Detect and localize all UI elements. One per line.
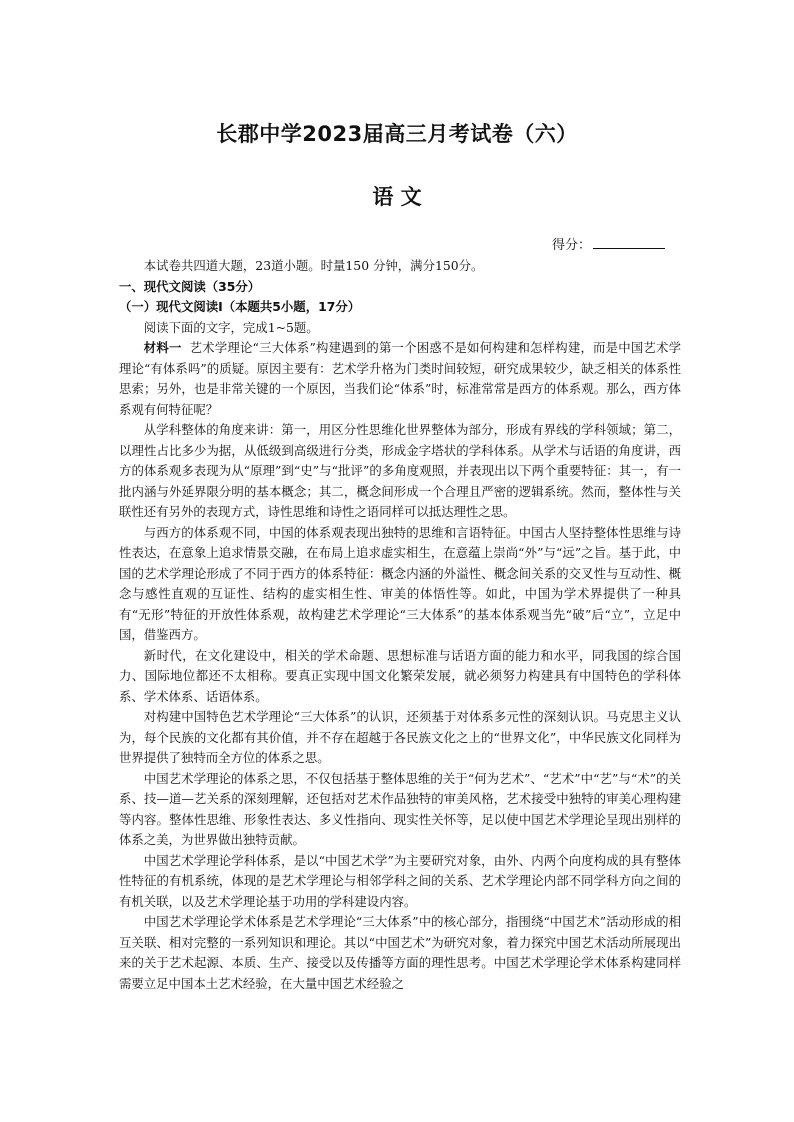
exam-body: [119, 256, 681, 994]
section-heading: 一、现代文阅读（35分）: [119, 278, 261, 294]
material-paragraph: 中国艺术学理论的体系之思，不仅包括基于整体思维的关于“何为艺术”、“艺术”中“艺”与“术”的关系、技—道—艺关系的深刻理解，还包括对艺术作品独特的审美风格，艺术接受中独特的审美心理构建等内容。整体性思维、形象性表达、多义性指向、现实性关怀等，足以使中国艺术学理论呈现出别样的体系之美，为世界做出独特贡献。: [119, 770, 681, 847]
material-paragraph: 对构建中国特色艺术学理论“三大体系”的认识，还须基于对体系多元性的深刻认识。马克思主义认为，每个民族的文化都有其价值，并不存在超越于各民族文化之上的“世界文化”，中华民族文化同样为世界提供了独特而全方位的体系之思。: [119, 709, 681, 765]
paragraph-text: 艺术学理论“三大体系”构建遇到的第一个困惑不是如何构建和怎样构建，而是中国艺术学理论“有体系吗”的质疑。原因主要有：艺术学升格为门类时间较短，研究成果较少，缺乏相关的体系性思索；另外，也是非常关键的一个原因，当我们论“体系”时，标准常常是西方的体系观。那么，西方体系观有何特征呢？: [119, 340, 681, 417]
part-heading: （一）现代文阅读Ⅰ（本题共5小题，17分）: [119, 299, 361, 314]
subject-heading: 语 文: [372, 185, 422, 209]
exam-intro: 本试卷共四道大题，23道小题。时量150 分钟，满分150分。: [143, 258, 484, 273]
instruction-text: 阅读下面的文字，完成1~5题。: [143, 319, 319, 335]
material-paragraph: 新时代，在文化建设中，相关的学术命题、思想标准与话语方面的能力和水平，同我国的综合国力、国际地位都还不太相称。要真正实现中国文化繁荣发展，就必须努力构建具有中国特色的学科体系、学术体系、话语体系。: [119, 647, 681, 704]
material-paragraph: 从学科整体的角度来讲：第一，用区分性思维化世界整体为部分，形成有界线的学科领域；第二，以理性占比多少为据，从低级到高级进行分类，形成金字塔状的学科体系。从学术与话语的角度讲，西方的体系观多表现为从“原理”到“史”与“批评”的多角度观照，并表现出以下两个重要特征：其一，有一批内涵与外延界限分明的基本概念；其二，概念间形成一个合理且严密的逻辑系统。然而，整体性与关联性还有另外的表现方式，诗性思维和诗性之语同样可以抵达理性之思。: [119, 422, 681, 519]
material-paragraph: 中国艺术学理论学科体系，是以“中国艺术学”为主要研究对象，由外、内两个向度构成的具有整体性特征的有机系统，体现的是艺术学理论与相邻学科之间的关系、艺术学理论内部不同学科方向之间的有机关联，以及艺术学理论基于功用的学科建设内容。: [119, 852, 681, 909]
score-label: 得分：: [552, 238, 592, 253]
material-paragraph: 中国艺术学理论学术体系是艺术学理论“三大体系”中的核心部分，指围绕“中国艺术”活动形成的相互关联、相对完整的一系列知识和理论。其以“中国艺术”为研究对象，着力探究中国艺术活动所展现出来的关于艺术起源、本质、生产、接受以及传播等方面的理性思考。中国艺术学理论学术体系构建同样需要立足中国本土艺术经验，在大量中国艺术经验之: [119, 914, 681, 991]
page-title: 长郡中学2023届高三月考试卷（六）: [216, 122, 578, 146]
material-paragraph: [119, 338, 681, 420]
material-paragraph: 与西方的体系观不同，中国的体系观表现出独特的思维和言语特征。中国古人坚持整体性思维与诗性表达，在意象上追求情景交融，在布局上追求虚实相生，在意蕴上崇尚“外”与“远”之旨。基于此，中国的艺术学理论形成了不同于西方的体系特征：概念内涵的外溢性、概念间关系的交叉性与互动性、概念与感性直观的互证性、结构的虚实相生性、审美的体悟性等。如此，中国为学术界提供了一种具有“无形”特征的开放性体系观，故构建艺术学理论“三大体系”的基本体系观当先“破”后“立”，立足中国，借鉴西方。: [119, 524, 681, 642]
score-field: [552, 234, 665, 253]
material-label: 材料一: [143, 340, 182, 355]
score-blank: [593, 236, 665, 249]
